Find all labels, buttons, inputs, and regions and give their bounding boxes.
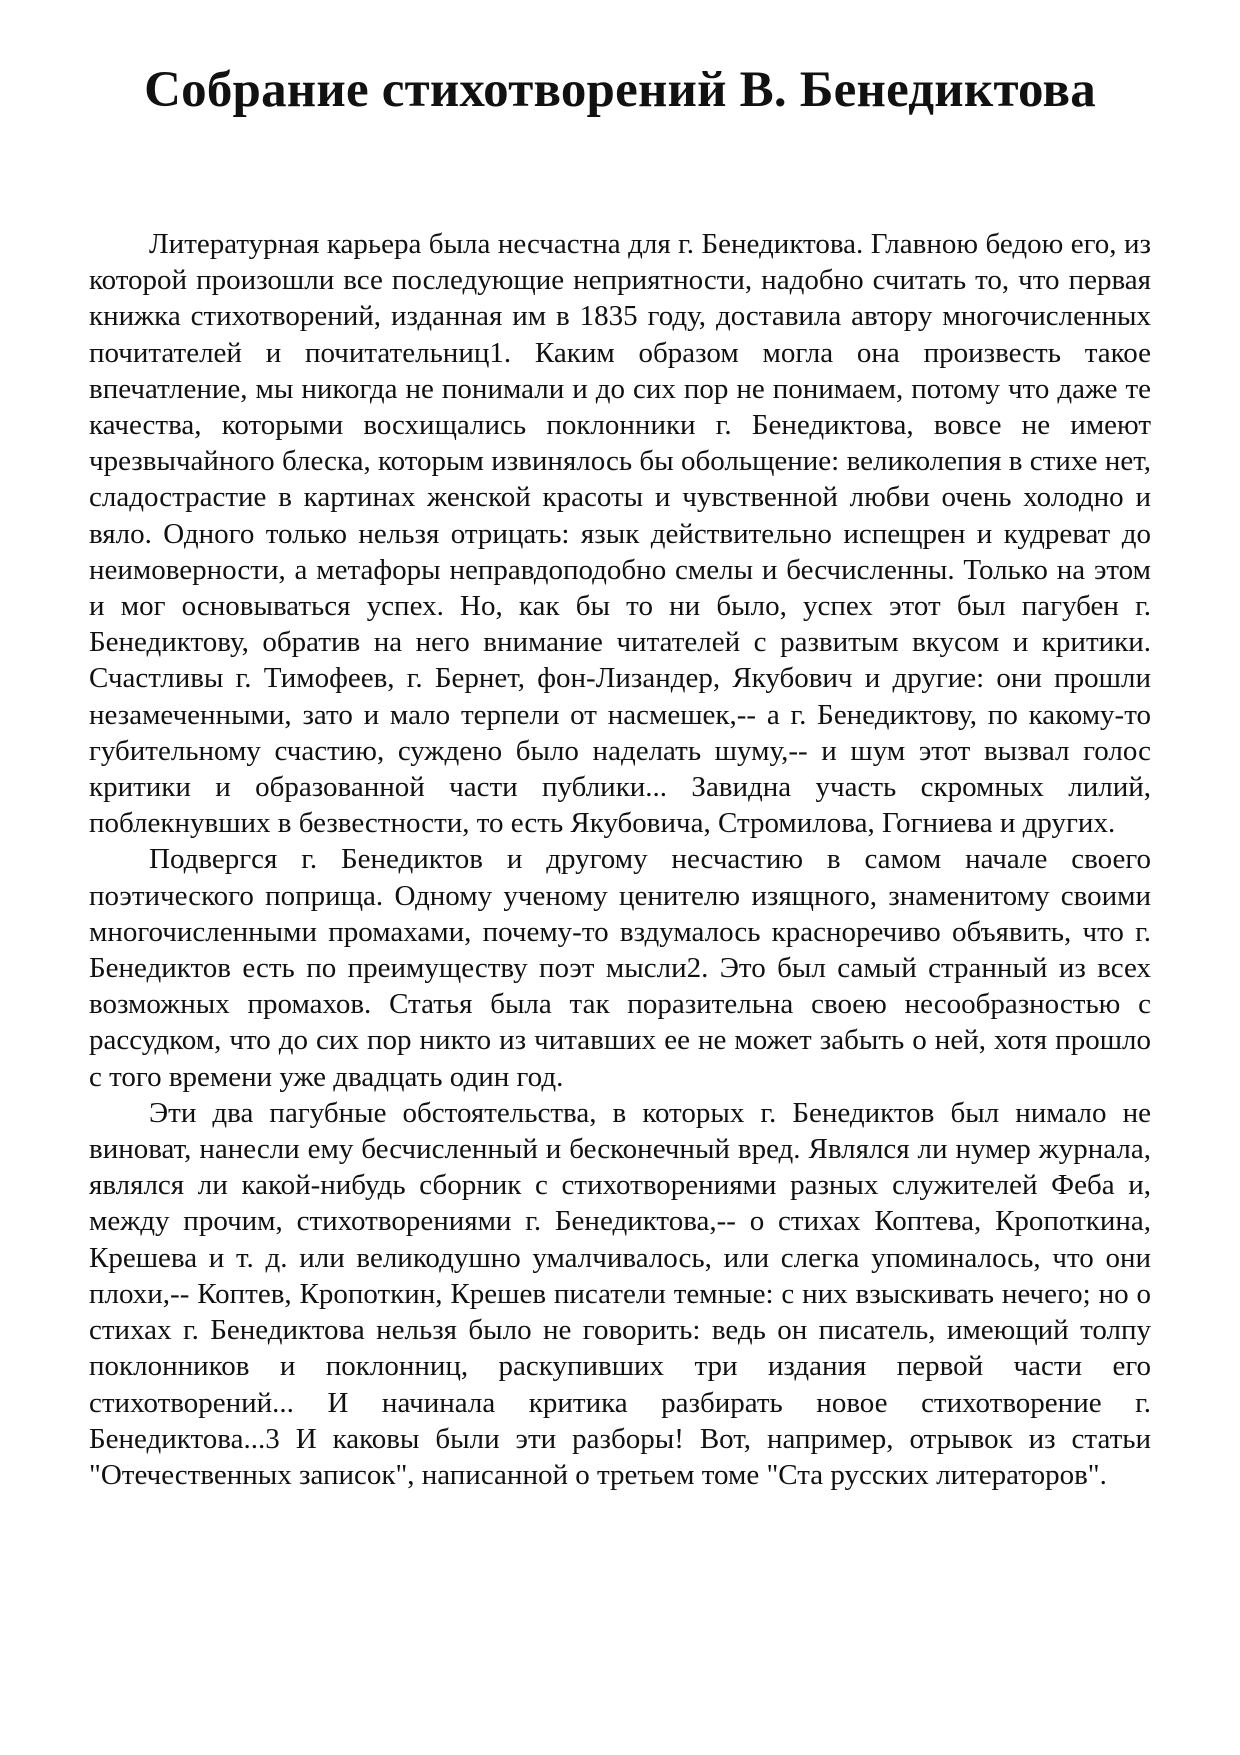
- page-title: Собрание стихотворений В. Бенедиктова: [144, 62, 1096, 118]
- paragraph-1: Литературная карьера была несчастна для г. Бенедиктова. Главною бедою его, из которой произошли все последующие неприятности, надобно считать то, что первая книжка стихотворений, изданная им в 1835 году, доставила автору многочисленных почитателей и почитательниц1. Каким образом могла она произвесть такое впечатление, мы никогда не понимали и до сих пор не понимаем, потому что даже те качества, которыми восхищались поклонники г. Бенедиктова, вовсе не имеют чрезвычайного блеска, которым извинялось бы обольщение: великолепия в стихе нет, сладострастие в картинах женской красоты и чувственной любви очень холодно и вяло. Одного только нельзя отрицать: язык действительно испещрен и кудреват до неимоверности, а метафоры неправдоподобно смелы и бесчисленны. Только на этом и мог основываться успех. Но, как бы то ни было, успех этот был пагубен г. Бенедиктову, обратив на него внимание читателей с развитым вкусом и критики. Счастливы г. Тимофеев, г. Бернет, фон-Лизандер, Якубович и другие: они прошли незамеченными, зато и мало терпели от насмешек,-- а г. Бенедиктову, по какому-то губительному счастию, суждено было наделать шуму,-- и шум этот вызвал голос критики и образованной части публики... Завидна участь скромных лилий, поблекнувших в безвестности, то есть Якубовича, Стромилова, Гогниева и других.: [89, 228, 1151, 840]
- paragraph-2: Подвергся г. Бенедиктов и другому несчастию в самом начале своего поэтического поприща. Одному ученому ценителю изящного, знаменитому своими многочисленными промахами, почему-то вздумалось красноречиво объявить, что г. Бенедиктов есть по преимуществу поэт мысли2. Это был самый странный из всех возможных промахов. Статья была так поразительна своею несообразностью с рассудком, что до сих пор никто из читавших ее не может забыть о ней, хотя прошло с того времени уже двадцать один год.: [89, 843, 1151, 1093]
- document-body: [89, 226, 1151, 1493]
- paragraph-3: Эти два пагубные обстоятельства, в которых г. Бенедиктов был нимало не виноват, нанесли ему бесчисленный и бесконечный вред. Являлся ли нумер журнала, являлся ли какой-нибудь сборник с стихотворениями разных служителей Феба и, между прочим, стихотворениями г. Бенедиктова,-- о стихах Коптева, Кропоткина, Крешева и т. д. или великодушно умалчивалось, или слегка упоминалось, что они плохи,-- Коптев, Кропоткин, Крешев писатели темные: с них взыскивать нечего; но о стихах г. Бенедиктова нельзя было не говорить: ведь он писатель, имеющий толпу поклонников и поклонниц, раскупивших три издания первой части его стихотворений... И начинала критика разбирать новое стихотворение г. Бенедиктова...3 И каковы были эти разборы! Вот, например, отрывок из статьи "Отечественных записок", написанной о третьем томе "Ста русских литераторов".: [89, 1096, 1151, 1491]
